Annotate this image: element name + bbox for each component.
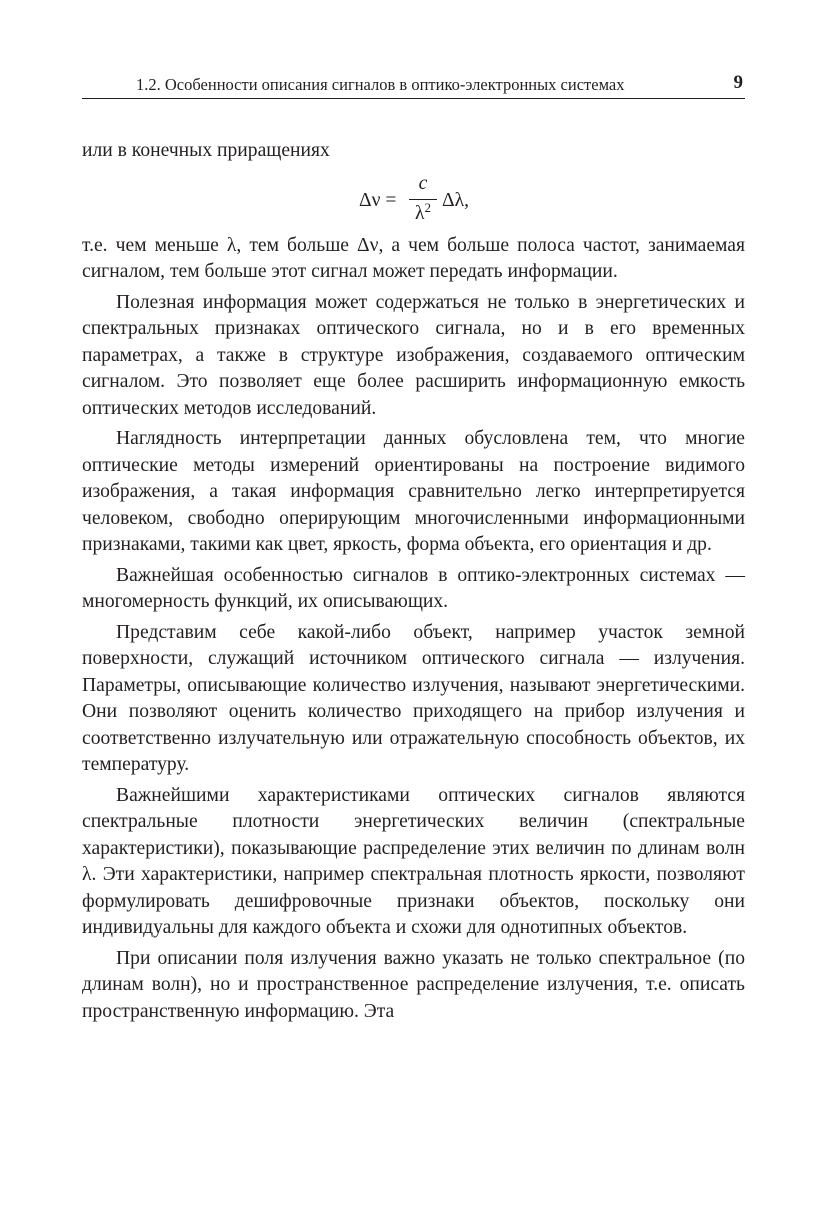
- formula-rhs: Δλ,: [442, 189, 469, 211]
- running-title: 1.2. Особенности описания сигналов в оптико-электронных системах: [136, 75, 625, 94]
- running-header: [82, 72, 745, 99]
- paragraph-7: При описании поля излучения важно указать не только спектральное (по длинам волн), но и пространственное распределение излучения, т.е. описать пространственную информацию. Эта: [82, 947, 745, 1022]
- formula-exponent: 2: [424, 199, 431, 215]
- formula-body: [359, 173, 479, 227]
- paragraph-3: Наглядность интерпретации данных обусловлена тем, что многие оптические методы измерений ориентированы на построение видимого изображения, а такая информация сравнительно легко интерпретируется человеком, свободно оперирующим многочисленными информационными признаками, такими как цвет, яркость, форма объекта, его ориентация и др.: [82, 428, 745, 555]
- fraction-bar: [409, 199, 437, 200]
- formula-denominator-symbol: λ: [414, 202, 425, 224]
- page-number: 9: [733, 72, 743, 93]
- formula-numerator: c: [418, 172, 428, 194]
- paragraph-1: т.е. чем меньше λ, тем больше Δν, а чем больше полоса частот, занимаемая сигналом, тем больше этот сигнал может передать информации.: [82, 234, 745, 282]
- paragraph-5: Представим себе какой-либо объект, например участок земной поверхности, служащий источником оптического сигнала — излучения. Параметры, описывающие количество излучения, называют энергетическими. Они позволяют оценить количество приходящего на прибор излучения и соответственно излучательную или отражательную способность объектов, их температуру.: [82, 621, 745, 775]
- book-page: [82, 0, 745, 1211]
- paragraph-4: Важнейшая особенностью сигналов в оптико-электронных системах — многомерность функций, их описывающих.: [82, 564, 745, 612]
- body-text: [82, 138, 745, 1025]
- paragraph-intro: или в конечных приращениях: [82, 140, 330, 161]
- paragraph-6: Важнейшими характеристиками оптических сигналов являются спектральные плотности энергетических величин (спектральные характеристики), показывающие распределение этих величин по длинам волн λ. Эти характеристики, например спектральная плотность яркости, позволяют формулировать дешифровочные признаки объектов, поскольку они индивидуальны для каждого объекта и схожи для однотипных объектов.: [82, 784, 745, 938]
- formula-denominator: [408, 199, 438, 226]
- paragraph-2: Полезная информация может содержаться не только в энергетических и спектральных признаках оптического сигнала, но и в его временных параметрах, а также в структуре изображения, создаваемого оптическим сигналом. Это позволяет еще более расширить информационную емкость оптических методов исследований.: [82, 291, 745, 419]
- formula-delta-nu: [82, 167, 745, 229]
- formula-fraction: [408, 173, 438, 227]
- formula-lhs: Δν =: [359, 189, 397, 211]
